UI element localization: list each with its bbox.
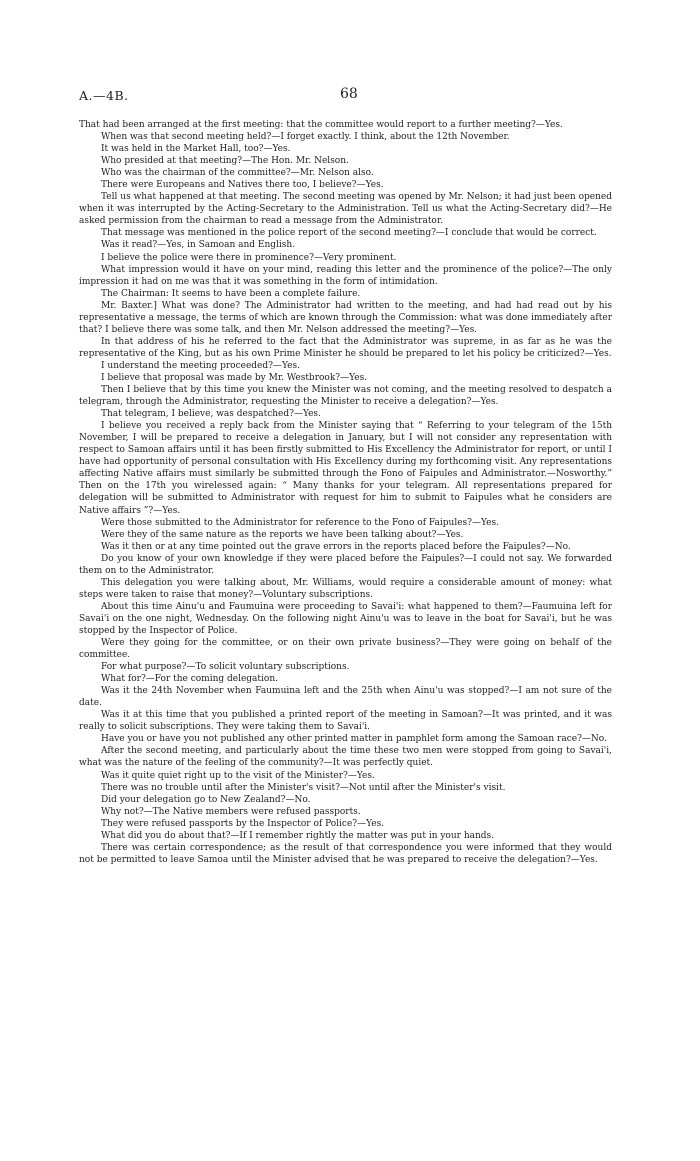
paragraph: Who presided at that meeting?—The Hon. Mr. Nelson. <box>101 156 349 167</box>
paragraph: What did you do about that?—If I remember rightly the matter was put in your hands. <box>101 830 495 841</box>
paragraph: Do you know of your own knowledge if they were placed before the Faipules?—I could not say. We forwarded them on to the Administrator. <box>79 553 612 576</box>
paragraph: Why not?—The Native members were refused passports. <box>101 806 361 817</box>
paragraph: They were refused passports by the Inspector of Police?—Yes. <box>101 818 385 829</box>
paragraph: That message was mentioned in the police report of the second meeting?—I conclude that would be correct. <box>101 228 597 239</box>
paragraph: Then I believe that by this time you knew the Minister was not coming, and the meeting resolved to despatch a telegram, through the Administrator, requesting the Minister to receive a delegation?—Yes. <box>79 385 612 408</box>
paragraph: That telegram, I believe, was despatched?—Yes. <box>101 409 321 420</box>
paragraph: Who was the chairman of the committee?—Mr. Nelson also. <box>101 168 374 179</box>
paragraph: What impression would it have on your mind, reading this letter and the prominence of the police?—The only impression it had on me was that it was something in the form of intimidation. <box>79 264 612 287</box>
paragraph: Have you or have you not published any other printed matter in pamphlet form among the Samoan race?—No. <box>101 734 607 745</box>
paragraph: Were those submitted to the Administrator for reference to the Fono of Faipules?—Yes. <box>101 517 499 528</box>
paragraph: There were Europeans and Natives there too, I believe?—Yes. <box>101 180 384 191</box>
paragraph: Was it the 24th November when Faumuina left and the 25th when Ainu'u was stopped?—I am not sure of the date. <box>79 686 612 709</box>
paragraph: I believe the police were there in prominence?—Very prominent. <box>101 252 397 263</box>
paragraph: Was it at this time that you published a printed report of the meeting in Samoan?—It was printed, and it was really to solicit subscriptions. They were taking them to Savai'i. <box>79 710 612 733</box>
paragraph: Was it read?—Yes, in Samoan and English. <box>101 240 296 251</box>
paragraph: I believe you received a reply back from the Minister saying that “ Referring to your telegram of the 15th November, I will be prepared to receive a delegation in January, but I will not consider any representation with respect to Samoan affairs until it has been firstly submitted to His Excellency the Administrator for report, or until I have had opportunity of personal consultation with His Excellency during my forthcoming visit. Any representations affecting Native affairs must similarly be submitted through the Fono of Faipules and Administrator.—Nosworthy.” Then on the 17th you wirelessed again: “ Many thanks for your telegram. All representations prepared for delegation will be submitted to Administrator with request for him to submit to Faipules what he considers are Native affairs ”?—Yes. <box>79 421 612 516</box>
paragraph: After the second meeting, and particularly about the time these two men were stopped from going to Savai'i, what was the nature of the feeling of the community?—It was perfectly quiet. <box>79 746 612 769</box>
paragraph: There was certain correspondence; as the result of that correspondence you were informed that they would not be permitted to leave Samoa until the Minister advised that he was prepared to receive the delegation?—Yes. <box>79 842 612 865</box>
paragraph: Did your delegation go to New Zealand?—No. <box>101 794 311 805</box>
paragraph: What for?—For the coming delegation. <box>101 674 278 685</box>
paragraph: This delegation you were talking about, Mr. Williams, would require a considerable amount of money: what steps were taken to raise that money?—Voluntary subscriptions. <box>79 577 612 600</box>
paragraph: I understand the meeting proceeded?—Yes. <box>101 360 300 371</box>
paragraph: That had been arranged at the first meeting: that the committee would report to a further meeting?—Yes. <box>79 120 563 130</box>
paragraph: When was that second meeting held?—I forget exactly. I think, about the 12th November. <box>101 132 510 143</box>
document-reference: A.—4B. <box>79 88 129 103</box>
paragraph: Were they going for the committee, or on their own private business?—They were going on behalf of the committee. <box>79 638 612 661</box>
paragraph: The Chairman: It seems to have been a complete failure. <box>101 288 361 299</box>
paragraph: Was it quite quiet right up to the visit of the Minister?—Yes. <box>101 770 375 781</box>
paragraph: In that address of his he referred to the fact that the Administrator was supreme, in as far as he was the representative of the King, but as his own Prime Minister he should be prepared to let his policy be criticized?—Yes. <box>79 336 612 359</box>
paragraph: I believe that proposal was made by Mr. Westbrook?—Yes. <box>101 372 368 383</box>
paragraph: Tell us what happened at that meeting. The second meeting was opened by Mr. Nelson; it had just been opened when it was interrupted by the Acting-Secretary to the Administration. Tell us what the Acting-Secretary did?—He asked permission from the chairman to read a message from the Administrator. <box>79 192 612 227</box>
paragraph: About this time Ainu'u and Faumuina were proceeding to Savai'i: what happened to them?—Faumuina left for Savai'i on the one night, Wednesday. On the following night Ainu'u was to leave in the boat for Savai'i, but he was stopped by the Inspector of Police. <box>79 601 612 636</box>
paragraph: It was held in the Market Hall, too?—Yes. <box>101 144 291 155</box>
paragraph: There was no trouble until after the Minister's visit?—Not until after the Minister's visit. <box>101 782 506 793</box>
page-number: 68 <box>340 86 358 102</box>
paragraph: Mr. Baxter.] What was done? The Administrator had written to the meeting, and had had read out by his representative a message, the terms of which are known through the Commission: what was done immediately after that? I believe there was some talk, and then Mr. Nelson addressed the meeting?—Yes. <box>79 300 612 335</box>
paragraph: Was it then or at any time pointed out the grave errors in the reports placed before the Faipules?—No. <box>101 541 571 552</box>
paragraph: For what purpose?—To solicit voluntary subscriptions. <box>101 662 350 673</box>
paragraph: Were they of the same nature as the reports we have been talking about?—Yes. <box>101 529 464 540</box>
body-text <box>79 119 612 866</box>
